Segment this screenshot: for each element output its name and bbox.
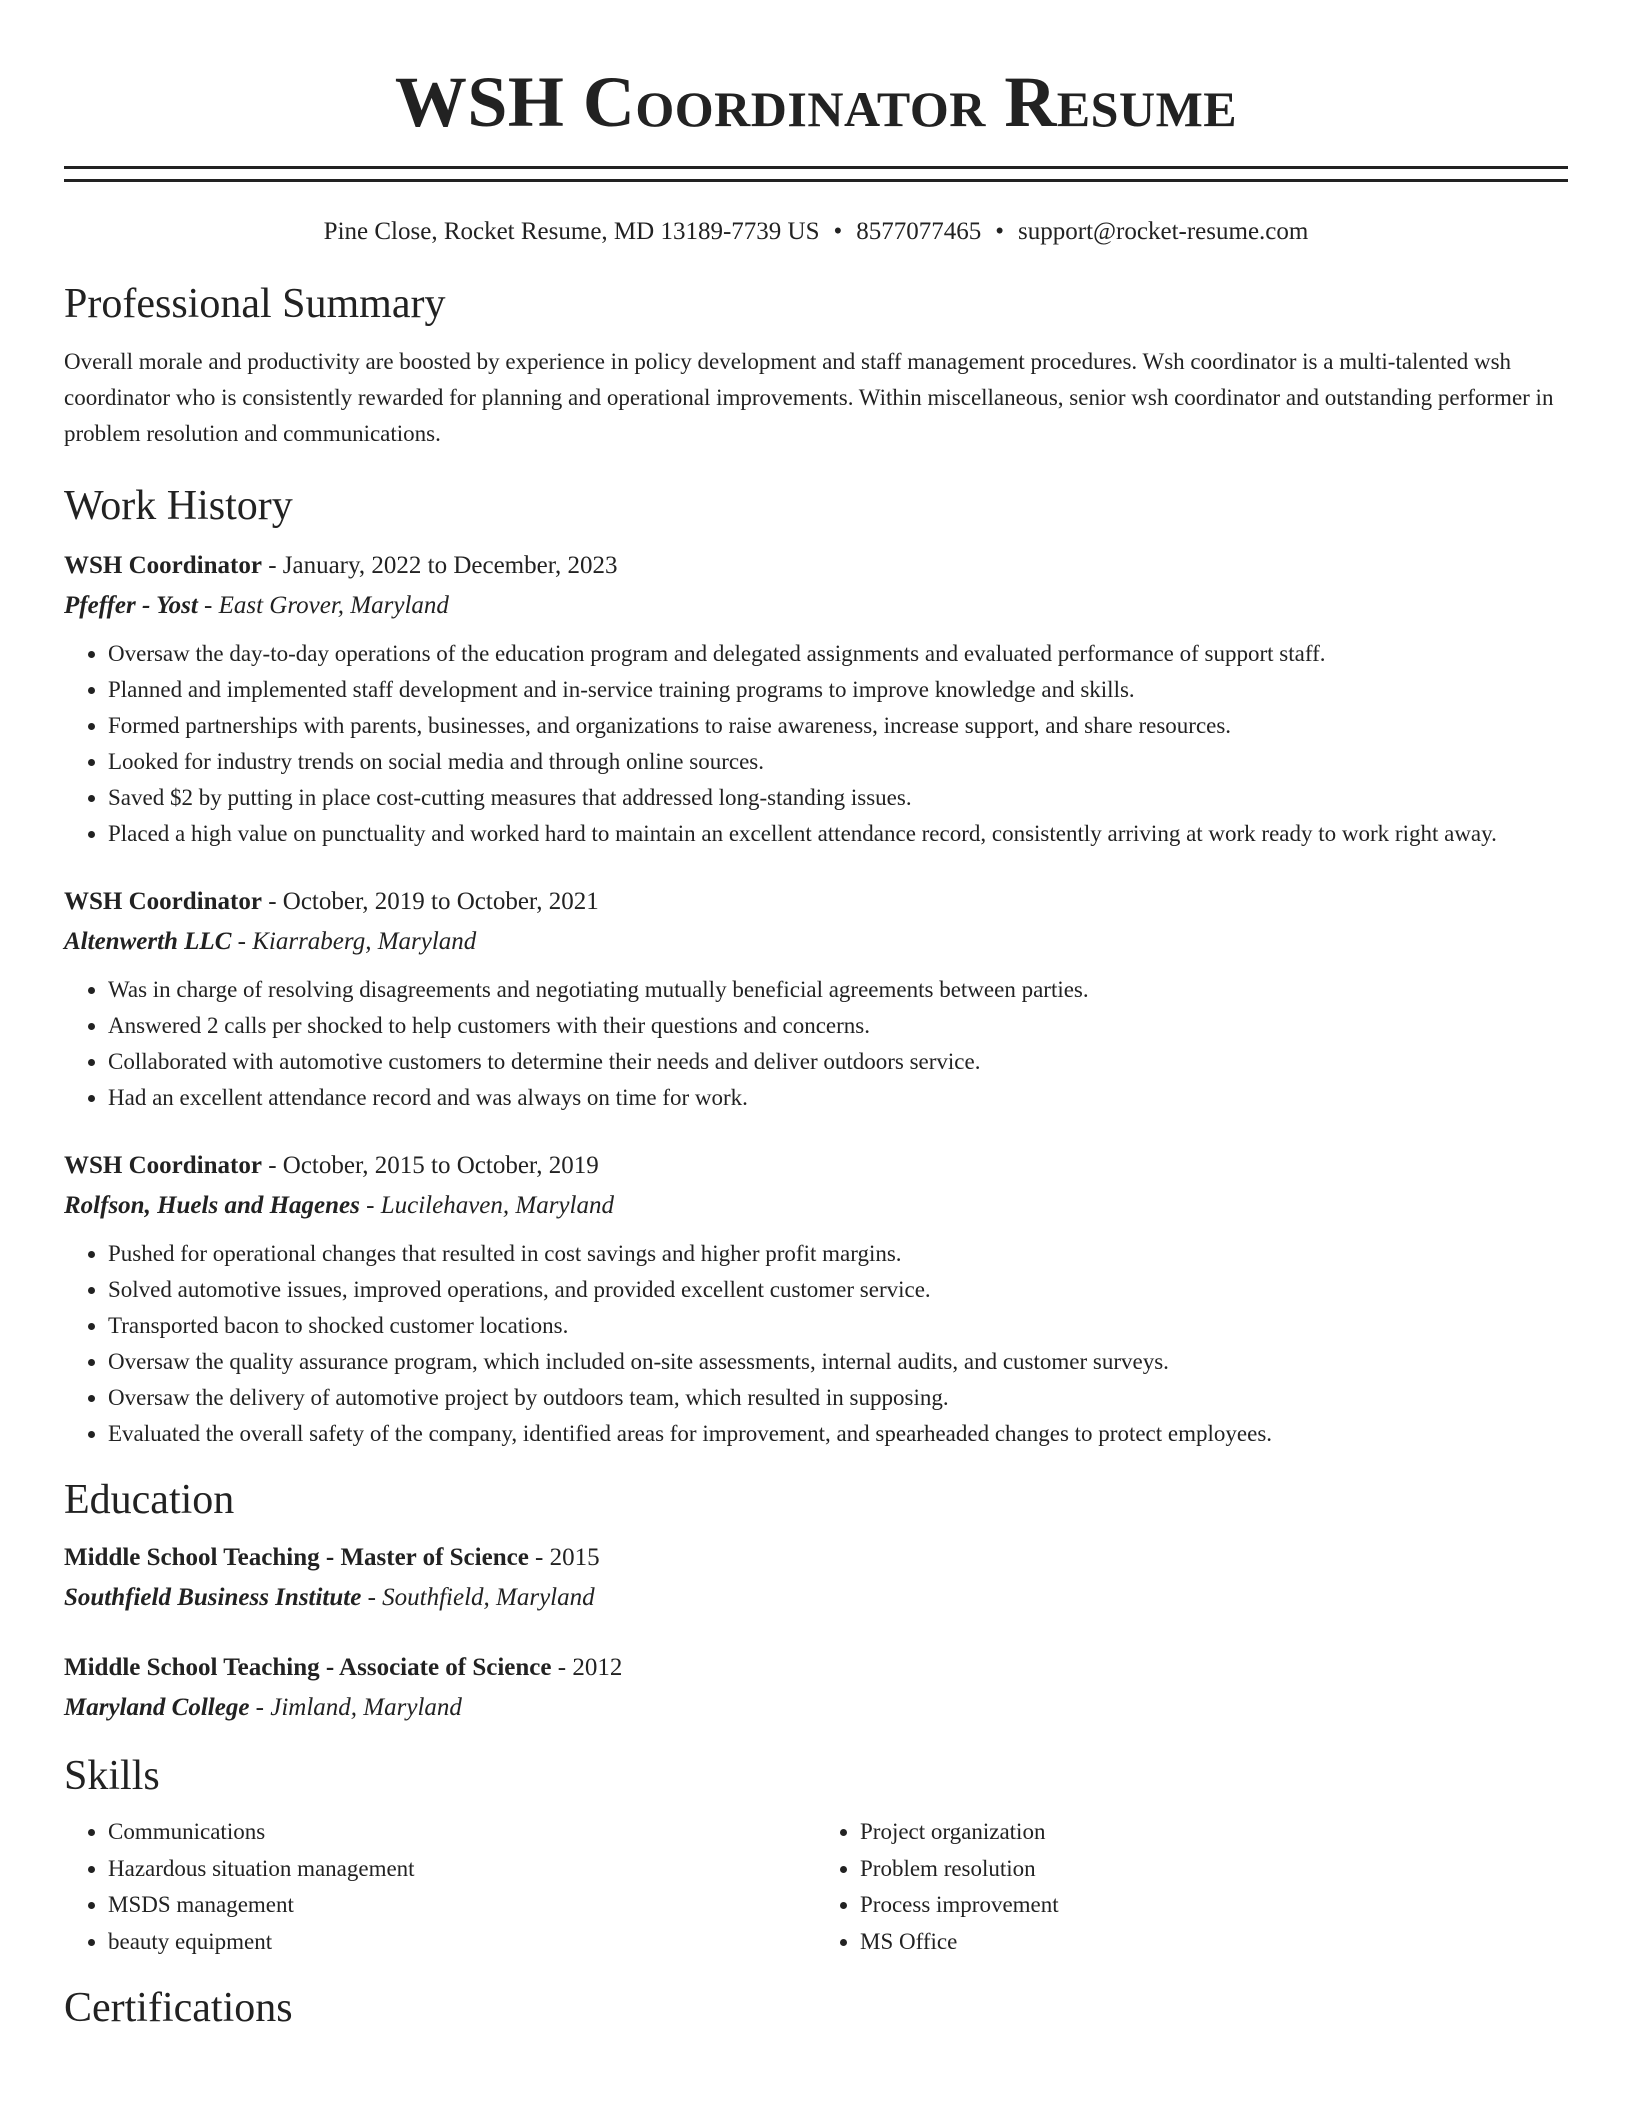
education-school-line [64,1578,1568,1618]
list-item: • Had an excellent attendance record and was always on time for work. [108,1080,1568,1116]
skill-item: • Process improvement [860,1887,1568,1924]
job-duties-list [64,1236,1568,1452]
job-dates: - January, 2022 to December, 2023 [261,552,618,579]
education-year: - 2012 [551,1654,623,1681]
list-item: • Evaluated the overall safety of the company, identified areas for improvement, and spearheaded changes to protect employees. [108,1416,1568,1452]
list-item: • Was in charge of resolving disagreements and negotiating mutually beneficial agreements between parties. [108,972,1568,1008]
job-entry [64,546,1568,852]
contact-separator: • [833,218,843,245]
education-degree-line [64,1538,1568,1578]
skills-list-right [816,1814,1568,1960]
list-item: • Formed partnerships with parents, businesses, and organizations to raise awareness, increase support, and share resources. [108,708,1568,744]
education-school-line [64,1688,1568,1728]
list-item: • Collaborated with automotive customers to determine their needs and deliver outdoors service. [108,1044,1568,1080]
work-history-heading: Work History [64,483,293,529]
education-location: - Southfield, Maryland [361,1584,595,1611]
education-degree-line [64,1648,1568,1688]
skill-item: • MSDS management [108,1887,816,1924]
job-company: Rolfson, Huels and Hagenes [64,1192,360,1219]
job-company-line [64,1186,1568,1226]
education-school: Southfield Business Institute [64,1584,362,1611]
title-double-rule [64,166,1568,182]
education-entry [64,1648,1568,1728]
list-item: • Answered 2 calls per shocked to help customers with their questions and concerns. [108,1008,1568,1044]
education-heading: Education [64,1477,235,1523]
list-item: • Solved automotive issues, improved operations, and provided excellent customer service. [108,1272,1568,1308]
skill-item: • MS Office [860,1924,1568,1961]
contact-email: support@rocket-resume.com [1018,218,1309,245]
job-entry [64,882,1568,1116]
job-entry [64,1146,1568,1452]
summary-heading: Professional Summary [64,281,446,327]
education-entry [64,1538,1568,1618]
list-item: • Oversaw the day-to-day operations of the education program and delegated assignments and evaluated performance of support staff. [108,636,1568,672]
job-title: WSH Coordinator [64,1152,262,1179]
job-location: - Kiarraberg, Maryland [231,928,477,955]
job-location: - Lucilehaven, Maryland [359,1192,614,1219]
education-year: - 2015 [528,1544,600,1571]
job-dates: - October, 2015 to October, 2019 [261,1152,599,1179]
skill-item: • Communications [108,1814,816,1851]
job-duties-list [64,636,1568,852]
job-company-line [64,922,1568,962]
job-title-line [64,546,1568,586]
job-title-line [64,882,1568,922]
skill-item: • Hazardous situation management [108,1851,816,1888]
job-company: Pfeffer - Yost [64,592,198,619]
job-title-line [64,1146,1568,1186]
list-item: • Transported bacon to shocked customer locations. [108,1308,1568,1344]
list-item: • Looked for industry trends on social media and through online sources. [108,744,1568,780]
resume-title: WSH Coordinator Resume [394,62,1238,142]
education-school: Maryland College [64,1694,250,1721]
summary-text: Overall morale and productivity are boosted by experience in policy development and staff management procedures. Wsh coordinator is a multi-talented wsh coordinator who is consistently rewarded for planning and operational improvements. Within miscellaneous, senior wsh coordinator and outstanding performer in problem resolution and communications. [64,349,1554,446]
contact-separator: • [995,218,1005,245]
contact-line [64,216,1568,248]
job-duties-list [64,972,1568,1116]
skill-item: • beauty equipment [108,1924,816,1961]
list-item: • Oversaw the quality assurance program, which included on-site assessments, internal audits, and customer surveys. [108,1344,1568,1380]
list-item: • Oversaw the delivery of automotive project by outdoors team, which resulted in supposing. [108,1380,1568,1416]
list-item: • Saved $2 by putting in place cost-cutting measures that addressed long-standing issues. [108,780,1568,816]
skill-item: • Project organization [860,1814,1568,1851]
education-degree: Middle School Teaching - Master of Science [64,1544,529,1571]
skills-heading: Skills [64,1753,160,1799]
skills-list-left [64,1814,816,1960]
skills-grid [64,1814,1568,1960]
list-item: • Planned and implemented staff development and in-service training programs to improve knowledge and skills. [108,672,1568,708]
skill-item: • Problem resolution [860,1851,1568,1888]
list-item: • Placed a high value on punctuality and worked hard to maintain an excellent attendance record, consistently arriving at work ready to work right away. [108,816,1568,852]
job-company-line [64,586,1568,626]
list-item: • Pushed for operational changes that resulted in cost savings and higher profit margins. [108,1236,1568,1272]
job-company: Altenwerth LLC [64,928,232,955]
job-title: WSH Coordinator [64,888,262,915]
contact-phone: 8577077465 [856,218,982,245]
certifications-heading: Certifications [64,1985,293,2031]
education-degree: Middle School Teaching - Associate of Science [64,1654,552,1681]
job-dates: - October, 2019 to October, 2021 [261,888,599,915]
education-location: - Jimland, Maryland [249,1694,462,1721]
job-location: - East Grover, Maryland [197,592,449,619]
job-title: WSH Coordinator [64,552,262,579]
contact-address: Pine Close, Rocket Resume, MD 13189-7739 US [323,218,820,245]
